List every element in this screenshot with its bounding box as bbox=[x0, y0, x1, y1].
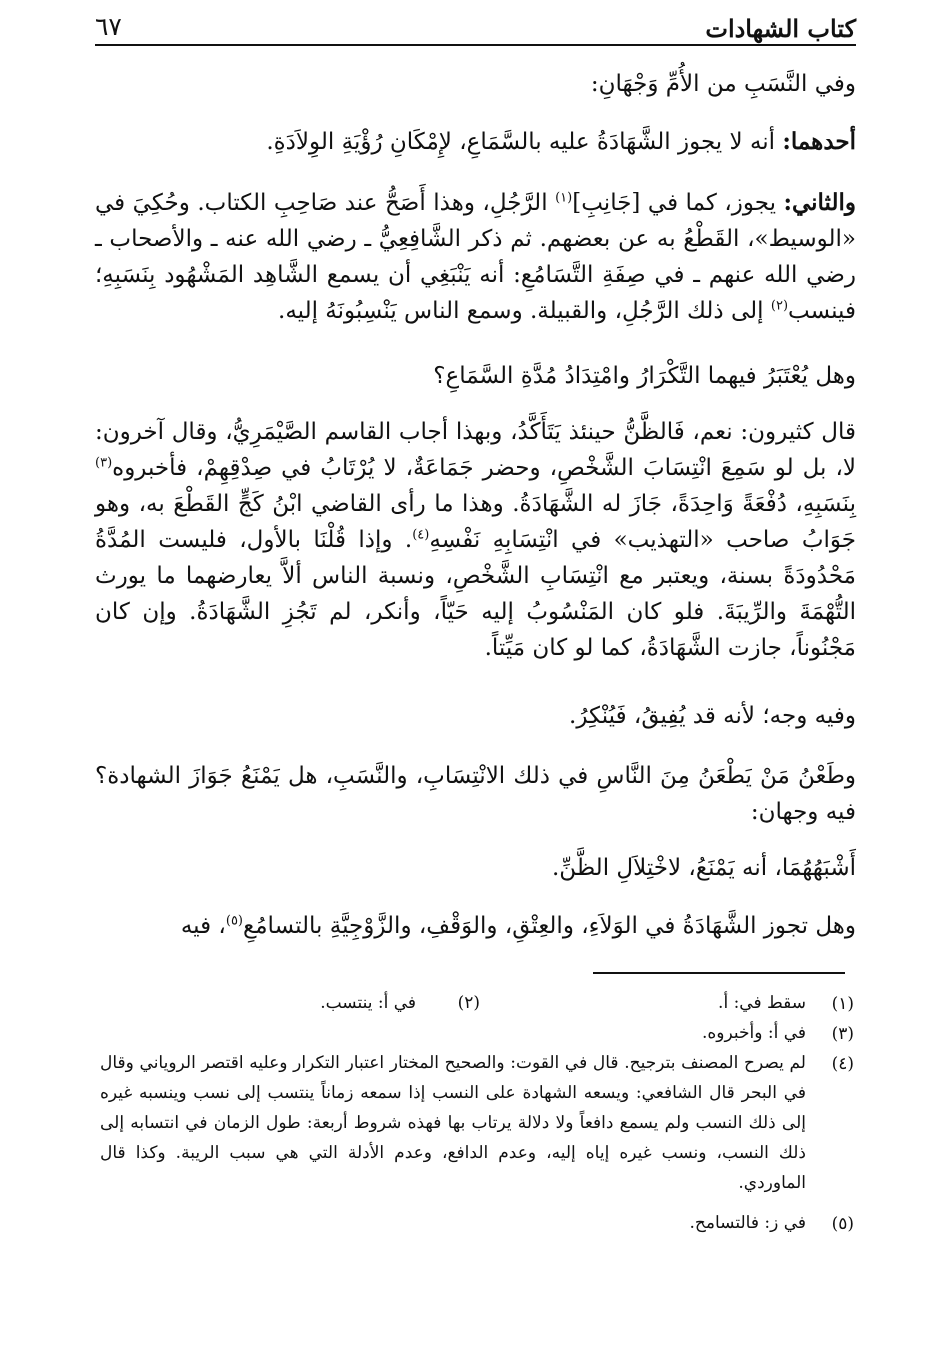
footnote-text: لم يصرح المصنف بترجيح. قال في القوت: والصحيح المختار اعتبار التكرار وعليه اقتصر الروياني وقال في البحر قال الشافعي: ويسعه الشهادة على النسب إذا سمعه زماناً ينتسب إلى نسب وينسبه غيره إلى ذلك النسب ولم يسمع دافعاً ولا دلالة يرتاب بها فهذه شروط أربعة: طول الزمان في انتسابه إلى ذلك النسب، ونسب غيره إياه إليه، وعدم الدافع، وعدم الأدلة التي هي سبب الريبة. وكذا قال الماوردي. bbox=[100, 1053, 806, 1193]
footnote-number: (١) bbox=[831, 994, 854, 1014]
paragraph bbox=[95, 66, 856, 102]
footnote-ref[interactable]: (٢) bbox=[770, 298, 789, 314]
chapter-title: كتاب الشهادات bbox=[705, 14, 856, 43]
paragraph bbox=[95, 850, 856, 886]
footnote-number: (٢) bbox=[457, 993, 480, 1013]
footnote-ref[interactable]: (٣) bbox=[95, 455, 113, 471]
paragraph-text: أَشْبَهُهُمَا، أنه يَمْنَعُ، لاخْتِلاَلِ الظَّنِّ. bbox=[552, 855, 856, 881]
paragraph-text: إلى ذلك الرَّجُلِ، والقبيلة. وسمع الناس يَنْسِبُونَهُ إليه. bbox=[278, 298, 771, 324]
paragraph-text: وهل يُعْتَبَرُ فيهما التَّكْرَارُ وامْتِدَادُ مُدَّةِ السَّمَاعِ؟ bbox=[433, 363, 856, 389]
paragraph-lead: أحدهما: bbox=[782, 128, 856, 155]
paragraph bbox=[95, 908, 856, 944]
paragraph-text: ، فيه bbox=[180, 913, 226, 939]
page-number: ٦٧ bbox=[95, 12, 122, 41]
paragraph bbox=[95, 124, 856, 160]
footnote-text: في أ: ينتسب. bbox=[320, 993, 416, 1013]
footnote-text: في ز: فالتسامح. bbox=[689, 1213, 806, 1233]
paragraph bbox=[95, 414, 856, 666]
paragraph-text: يجوز، كما في [جَانِبِ] bbox=[572, 190, 784, 216]
paragraph-text: وطَعْنُ مَنْ يَطْعَنُ مِنَ النَّاسِ في ذلك الانْتِسَابِ، والنَّسَبِ، هل يَمْنَعُ جَوَازَ الشهادة؟ فيه وجهان: bbox=[95, 763, 856, 825]
paragraph-text: أنه لا يجوز الشَّهَادَةُ عليه بالسَّمَاعِ، لإِمْكَانِ رُؤْيَةِ الوِلاَدَةِ. bbox=[266, 129, 783, 155]
paragraph-text: وهل تجوز الشَّهَادَةُ في الوَلاَءِ، والعِتْقِ، والوَقْفِ، والزَّوْجِيَّةِ بالتسامُعِ bbox=[243, 913, 856, 939]
paragraph-text: الرَّجُلِ، وهذا أَصَحُّ عند صَاحِبِ الكتاب. وحُكِيَ في «الوسيط»، القَطْعُ به عن بعضهم. ثم ذكر الشَّافِعِيُّ ـ رضي الله عنه ـ والأصحاب ـ رضي الله عنهم ـ في صِفَةِ التَّسَامُعِ: أنه يَنْبَغِي أن يسمع الشَّاهِد المَشْهُود بِنَسَبِهِ؛ فينسب bbox=[95, 190, 856, 324]
footnote-ref[interactable]: (٤) bbox=[412, 527, 430, 543]
footnote-ref[interactable]: (٥) bbox=[225, 913, 243, 929]
paragraph bbox=[95, 698, 856, 734]
footnote-divider bbox=[593, 972, 845, 974]
footnote-text: سقط في: أ. bbox=[718, 993, 806, 1013]
paragraph-text: وفيه وجه؛ لأنه قد يُفِيقُ، فَيُنْكِرُ. bbox=[569, 703, 856, 729]
footnote-number: (٣) bbox=[831, 1024, 854, 1044]
paragraph-text: وفي النَّسَبِ من الأُمِّ وَجْهَانِ: bbox=[590, 71, 856, 97]
footnote-text: في أ: وأخبروه. bbox=[701, 1023, 806, 1043]
paragraph-text: بِنَسَبِهِ، دُفْعَةً وَاحِدَةً، جَازَ له الشَّهَادَةُ. وهذا ما رأى القاضي ابْنُ كَجٍّ القَطْعَ به، وهو جَوَابُ صاحب «التهذيب» في انْتِسَابِهِ نَفْسِهِ bbox=[95, 491, 856, 553]
paragraph-text: . وإذا قُلْنَا بالأول، فليست المُدَّةُ مَحْدُودَةً بسنة، ويعتبر مع انْتِسَابِ الشَّخْصِ، ونسبة الناس ألاَّ يعارضهما ما يورث التُّهْمَةَ والرِّيبَةَ. فلو كان المَنْسُوبُ إليه حَيّاً، وأنكر، لم تَجُزِ الشَّهَادَةُ. وإن كان مَجْنُوناً، جازت الشَّهَادَةُ، كما لو كان مَيِّتاً. bbox=[95, 527, 856, 661]
page-header bbox=[95, 10, 856, 46]
paragraph bbox=[95, 758, 856, 830]
footnote-ref[interactable]: (١) bbox=[555, 190, 573, 206]
paragraph-text: قال كثيرون: نعم، فَالظَّنُّ حينئذ يَتَأَكَّدُ، وبهذا أجاب القاسم الصَّيْمَرِيُّ، وقال آخرون: لا، بل لو سَمِعَ انْتِسَابَ الشَّخْصِ، وحضر جَمَاعَةٌ، لا يُرْتَابُ في صِدْقِهِمْ، فأخبروه bbox=[95, 419, 856, 481]
footnote-number: (٤) bbox=[831, 1054, 854, 1074]
paragraph bbox=[95, 358, 856, 394]
paragraph bbox=[95, 185, 856, 329]
paragraph-lead: والثاني: bbox=[783, 189, 856, 216]
footnote-number: (٥) bbox=[831, 1214, 854, 1234]
